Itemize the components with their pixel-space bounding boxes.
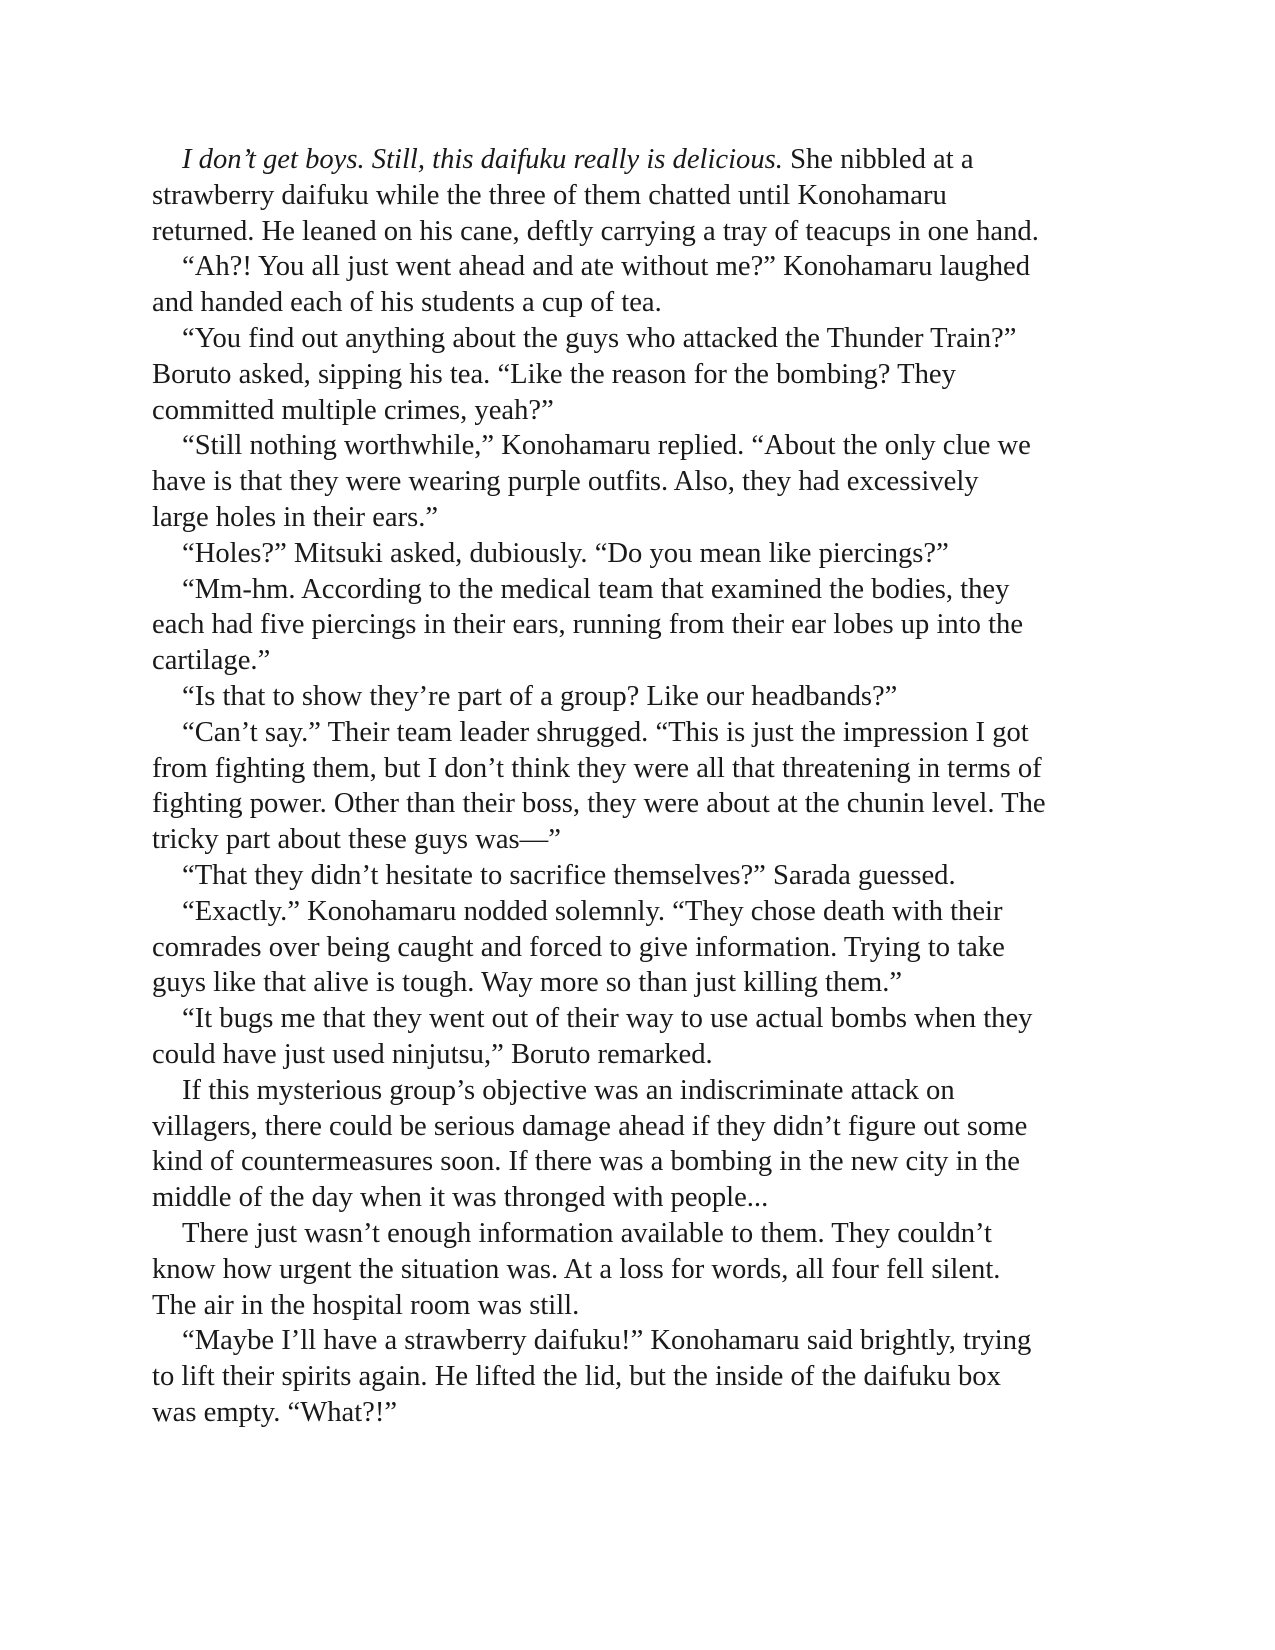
text-line: “That they didn’t hesitate to sacrifice themselves?” Sarada guessed.	[182, 859, 956, 891]
paragraph	[152, 1073, 1082, 1216]
text-line: “Holes?” Mitsuki asked, dubiously. “Do you mean like piercings?”	[182, 537, 949, 569]
text-line: from fighting them, but I don’t think they were all that threatening in terms of	[152, 752, 1042, 784]
paragraph	[152, 1216, 1082, 1323]
text-segment: She nibbled at a	[782, 144, 974, 175]
text-line: cartilage.”	[152, 645, 271, 677]
text-line: know how urgent the situation was. At a loss for words, all four fell silent.	[152, 1253, 1001, 1285]
paragraph	[152, 142, 1082, 249]
text-line: “You find out anything about the guys who attacked the Thunder Train?”	[182, 322, 1017, 354]
text-line: kind of countermeasures soon. If there was a bombing in the new city in the	[152, 1146, 1020, 1178]
text-line: “Ah?! You all just went ahead and ate without me?” Konohamaru laughed	[182, 251, 1031, 283]
paragraph	[152, 858, 1082, 894]
text-line: “Can’t say.” Their team leader shrugged. “This is just the impression I got	[182, 716, 1029, 748]
text-line: to lift their spirits again. He lifted the lid, but the inside of the daifuku box	[152, 1361, 1001, 1393]
text-line: middle of the day when it was thronged with people...	[152, 1182, 769, 1214]
paragraph	[152, 536, 1082, 572]
text-line: The air in the hospital room was still.	[152, 1289, 580, 1321]
text-line: “Still nothing worthwhile,” Konohamaru replied. “About the only clue we	[182, 430, 1031, 462]
text-line: committed multiple crimes, yeah?”	[152, 394, 554, 426]
text-line: guys like that alive is tough. Way more so than just killing them.”	[152, 967, 903, 999]
text-line: Boruto asked, sipping his tea. “Like the reason for the bombing? They	[152, 358, 956, 390]
text-line: large holes in their ears.”	[152, 501, 439, 533]
italic-thought: I don’t get boys. Still, this daifuku really is delicious.	[182, 144, 783, 175]
text-line: have is that they were wearing purple outfits. Also, they had excessively	[152, 466, 979, 498]
paragraph	[152, 1001, 1082, 1073]
text-line: tricky part about these guys was—”	[152, 824, 561, 856]
text-line: returned. He leaned on his cane, deftly carrying a tray of teacups in one hand.	[152, 215, 1039, 247]
paragraph	[152, 572, 1082, 679]
text-line	[152, 142, 1082, 178]
text-line: fighting power. Other than their boss, they were about at the chunin level. The	[152, 788, 1046, 820]
text-line: each had five piercings in their ears, running from their ear lobes up into the	[152, 609, 1024, 641]
text-line: “Maybe I’ll have a strawberry daifuku!” Konohamaru said brightly, trying	[182, 1325, 1032, 1357]
paragraph	[152, 321, 1082, 428]
text-line: “Mm-hm. According to the medical team that examined the bodies, they	[182, 573, 1010, 605]
body-text	[152, 142, 1082, 1431]
paragraph	[152, 1323, 1082, 1430]
text-line: There just wasn’t enough information available to them. They couldn’t	[182, 1217, 992, 1249]
text-line: “Is that to show they’re part of a group? Like our headbands?”	[182, 680, 898, 712]
text-line: and handed each of his students a cup of tea.	[152, 287, 662, 319]
text-line: “It bugs me that they went out of their way to use actual bombs when they	[182, 1003, 1033, 1035]
text-line: If this mysterious group’s objective was an indiscriminate attack on	[182, 1074, 955, 1106]
paragraph	[152, 249, 1082, 321]
text-line: villagers, there could be serious damage ahead if they didn’t figure out some	[152, 1110, 1028, 1142]
text-line: comrades over being caught and forced to give information. Trying to take	[152, 931, 1005, 963]
text-line: strawberry daifuku while the three of them chatted until Konohamaru	[152, 179, 947, 211]
text-line: “Exactly.” Konohamaru nodded solemnly. “They chose death with their	[182, 895, 1003, 927]
paragraph	[152, 715, 1082, 858]
paragraph	[152, 428, 1082, 535]
text-line: was empty. “What?!”	[152, 1396, 398, 1428]
paragraph	[152, 894, 1082, 1001]
text-line: could have just used ninjutsu,” Boruto remarked.	[152, 1038, 713, 1070]
paragraph	[152, 679, 1082, 715]
